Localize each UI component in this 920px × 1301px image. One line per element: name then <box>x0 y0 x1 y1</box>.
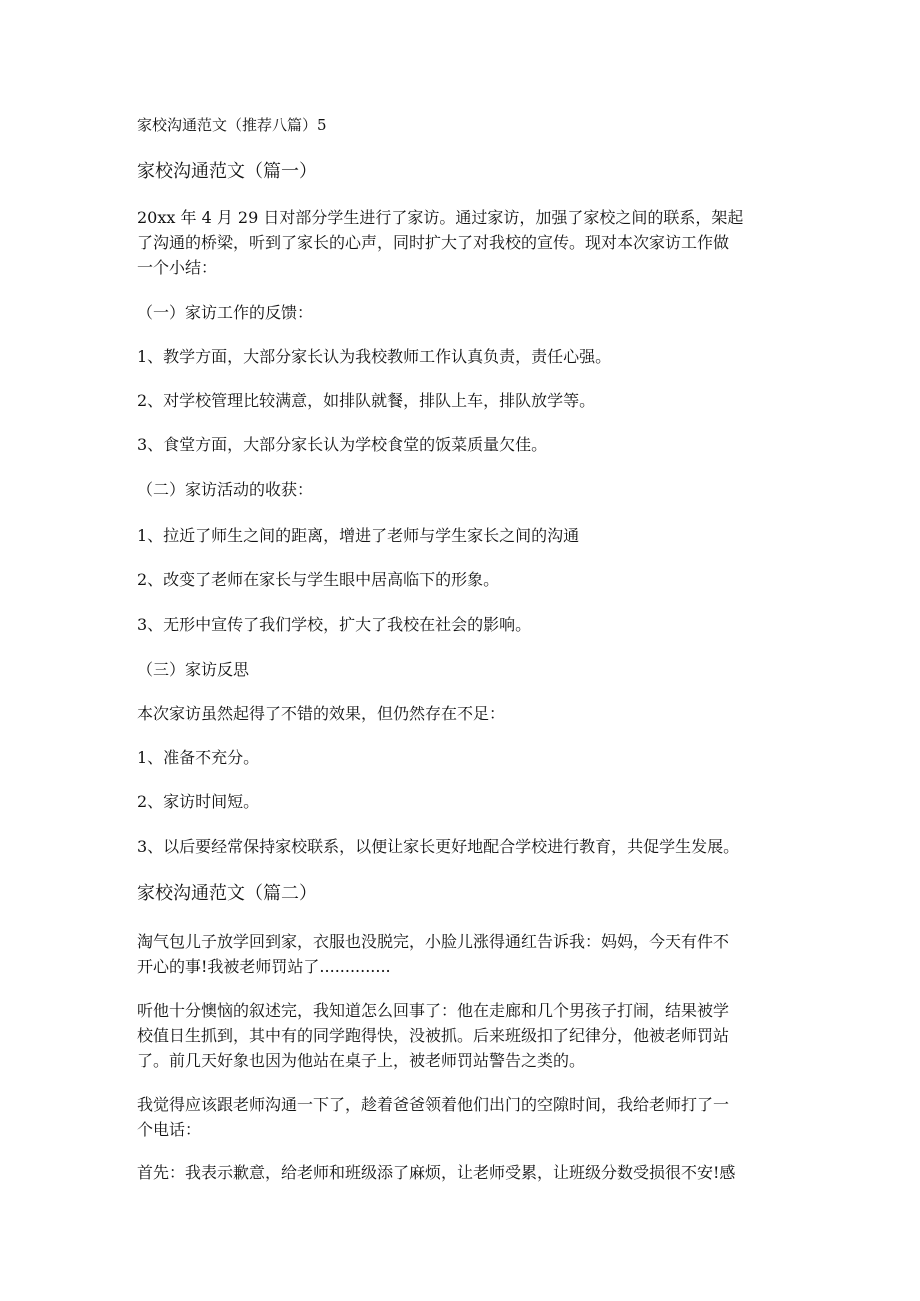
paragraph-line: 开心的事!我被老师罚站了.............. <box>137 957 391 976</box>
paragraph-line: 我觉得应该跟老师沟通一下了，趁着爸爸领着他们出门的空隙时间，我给老师打了一 <box>137 1095 730 1114</box>
list-item: 3、食堂方面，大部分家长认为学校食堂的饭菜质量欠佳。 <box>137 435 548 454</box>
subheading: （三）家访反思 <box>137 660 250 679</box>
list-item: 3、以后要经常保持家校联系，以便让家长更好地配合学校进行教育，共促学生发展。 <box>137 837 740 856</box>
list-item: 2、家访时间短。 <box>137 792 260 811</box>
document-title: 家校沟通范文（推荐八篇）5 <box>137 116 327 134</box>
list-item: 2、改变了老师在家长与学生眼中居高临下的形象。 <box>137 570 500 589</box>
list-item: 1、拉近了师生之间的距离，增进了老师与学生家长之间的沟通 <box>137 526 580 545</box>
paragraph-line: 个电话： <box>137 1120 202 1139</box>
section-heading-1: 家校沟通范文（篇一） <box>137 161 317 182</box>
subheading: （一）家访工作的反馈： <box>137 303 314 322</box>
section-heading-2: 家校沟通范文（篇二） <box>137 883 317 904</box>
paragraph-line: 一个小结： <box>137 258 218 277</box>
list-item: 1、准备不充分。 <box>137 748 260 767</box>
list-item: 3、无形中宣传了我们学校，扩大了我校在社会的影响。 <box>137 615 532 634</box>
paragraph-line: 20xx 年 4 月 29 日对部分学生进行了家访。通过家访，加强了家校之间的联系，架起 <box>137 208 744 227</box>
paragraph-line: 校值日生抓到，其中有的同学跑得快，没被抓。后来班级扣了纪律分，他被老师罚站 <box>137 1026 730 1045</box>
paragraph-line: 首先：我表示歉意，给老师和班级添了麻烦，让老师受累，让班级分数受损很不安!感 <box>137 1163 736 1182</box>
subheading: （二）家访活动的收获： <box>137 480 314 499</box>
paragraph-line: 淘气包儿子放学回到家，衣服也没脱完，小脸儿涨得通红告诉我：妈妈，今天有件不 <box>137 932 730 951</box>
paragraph-line: 听他十分懊恼的叙述完，我知道怎么回事了：他在走廊和几个男孩子打闹，结果被学 <box>137 1001 730 1020</box>
list-item: 2、对学校管理比较满意，如排队就餐，排队上车，排队放学等。 <box>137 391 596 410</box>
list-item: 1、教学方面，大部分家长认为我校教师工作认真负责，责任心强。 <box>137 347 612 366</box>
paragraph-line: 了沟通的桥梁，听到了家长的心声，同时扩大了对我校的宣传。现对本次家访工作做 <box>137 233 730 252</box>
paragraph-line: 了。前几天好象也因为他站在桌子上，被老师罚站警告之类的。 <box>137 1051 586 1070</box>
paragraph-line: 本次家访虽然起得了不错的效果，但仍然存在不足： <box>137 704 506 723</box>
